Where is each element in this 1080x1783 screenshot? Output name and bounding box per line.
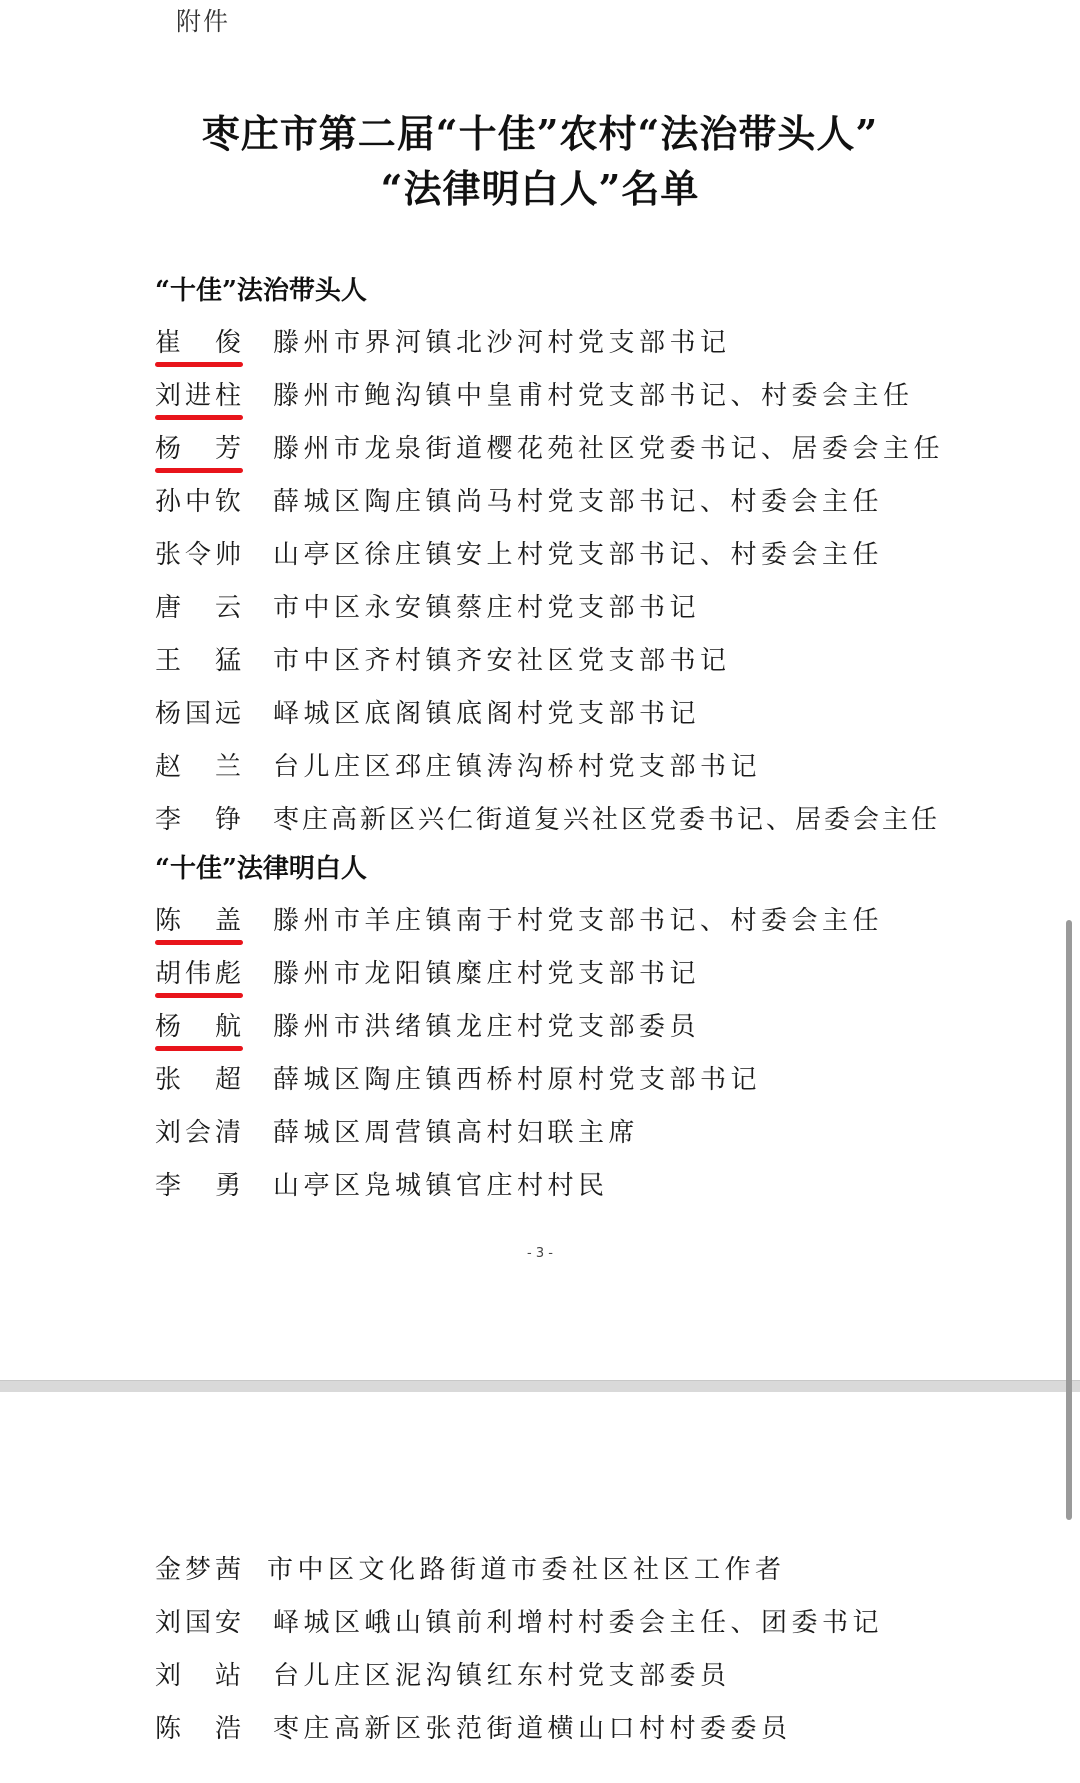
person-position: 市中区齐村镇齐安社区党支部书记 — [273, 646, 731, 676]
person-position: 薛城区周营镇高村妇联主席 — [273, 1118, 640, 1148]
person-position: 滕州市龙阳镇糜庄村党支部书记 — [273, 959, 701, 989]
section-heading-rule-of-law-leaders: “十佳”法治带头人 — [155, 276, 367, 306]
person-name: 崔 俊 — [155, 328, 243, 358]
document-title-line2: “法律明白人”名单 — [380, 166, 700, 211]
vertical-scrollbar[interactable] — [1066, 920, 1072, 1520]
person-name: 杨国远 — [155, 699, 243, 729]
person-position: 滕州市羊庄镇南于村党支部书记、村委会主任 — [273, 906, 884, 936]
person-position: 台儿庄区邳庄镇涛沟桥村党支部书记 — [273, 752, 762, 782]
red-underline-annotation — [155, 993, 243, 998]
red-underline-annotation — [155, 940, 243, 945]
person-name: 刘 站 — [155, 1661, 243, 1691]
person-position: 市中区永安镇蔡庄村党支部书记 — [273, 593, 701, 623]
person-name: 杨 航 — [155, 1012, 243, 1042]
person-name: 张 超 — [155, 1065, 243, 1095]
red-underline-annotation — [155, 415, 243, 420]
person-name: 胡伟彪 — [155, 959, 243, 989]
person-name: 张令帅 — [155, 540, 243, 570]
section-heading-law-literate-persons: “十佳”法律明白人 — [155, 854, 367, 884]
person-position: 市中区文化路街道市委社区社区工作者 — [267, 1555, 786, 1585]
red-underline-annotation — [155, 468, 243, 473]
document-title-line1: 枣庄市第二届“十佳”农村“法治带头人” — [201, 111, 879, 156]
person-position: 枣庄高新区兴仁街道复兴社区党委书记、居委会主任 — [273, 805, 941, 835]
person-position: 薛城区陶庄镇西桥村原村党支部书记 — [273, 1065, 762, 1095]
person-position: 台儿庄区泥沟镇红东村党支部委员 — [273, 1661, 731, 1691]
person-position: 薛城区陶庄镇尚马村党支部书记、村委会主任 — [273, 487, 884, 517]
person-name: 赵 兰 — [155, 752, 243, 782]
page-number: - 3 - — [527, 1246, 553, 1261]
person-name: 孙中钦 — [155, 487, 243, 517]
person-position: 山亭区凫城镇官庄村村民 — [273, 1171, 609, 1201]
person-name: 金梦茜 — [155, 1555, 243, 1585]
person-name: 刘会清 — [155, 1118, 243, 1148]
person-name: 陈 盖 — [155, 906, 243, 936]
person-position: 枣庄高新区张范街道横山口村村委委员 — [273, 1714, 792, 1744]
person-name: 唐 云 — [155, 593, 243, 623]
red-underline-annotation — [155, 1046, 243, 1051]
person-name: 刘国安 — [155, 1608, 243, 1638]
person-position: 滕州市鲍沟镇中皇甫村党支部书记、村委会主任 — [273, 381, 914, 411]
person-position: 峄城区底阁镇底阁村党支部书记 — [273, 699, 701, 729]
person-position: 峄城区峨山镇前利增村村委会主任、团委书记 — [273, 1608, 884, 1638]
attachment-label: 附件 — [176, 7, 231, 36]
person-name: 陈 浩 — [155, 1714, 243, 1744]
person-name: 杨 芳 — [155, 434, 243, 464]
person-position: 滕州市界河镇北沙河村党支部书记 — [273, 328, 731, 358]
person-name: 刘进柱 — [155, 381, 243, 411]
person-name: 李 铮 — [155, 805, 243, 835]
red-underline-annotation — [155, 362, 243, 367]
person-position: 滕州市龙泉街道樱花苑社区党委书记、居委会主任 — [273, 434, 945, 464]
person-name: 王 猛 — [155, 646, 243, 676]
person-position: 滕州市洪绪镇龙庄村党支部委员 — [273, 1012, 701, 1042]
document-page-4 — [0, 1392, 1080, 1783]
person-position: 山亭区徐庄镇安上村党支部书记、村委会主任 — [273, 540, 884, 570]
person-name: 李 勇 — [155, 1171, 243, 1201]
